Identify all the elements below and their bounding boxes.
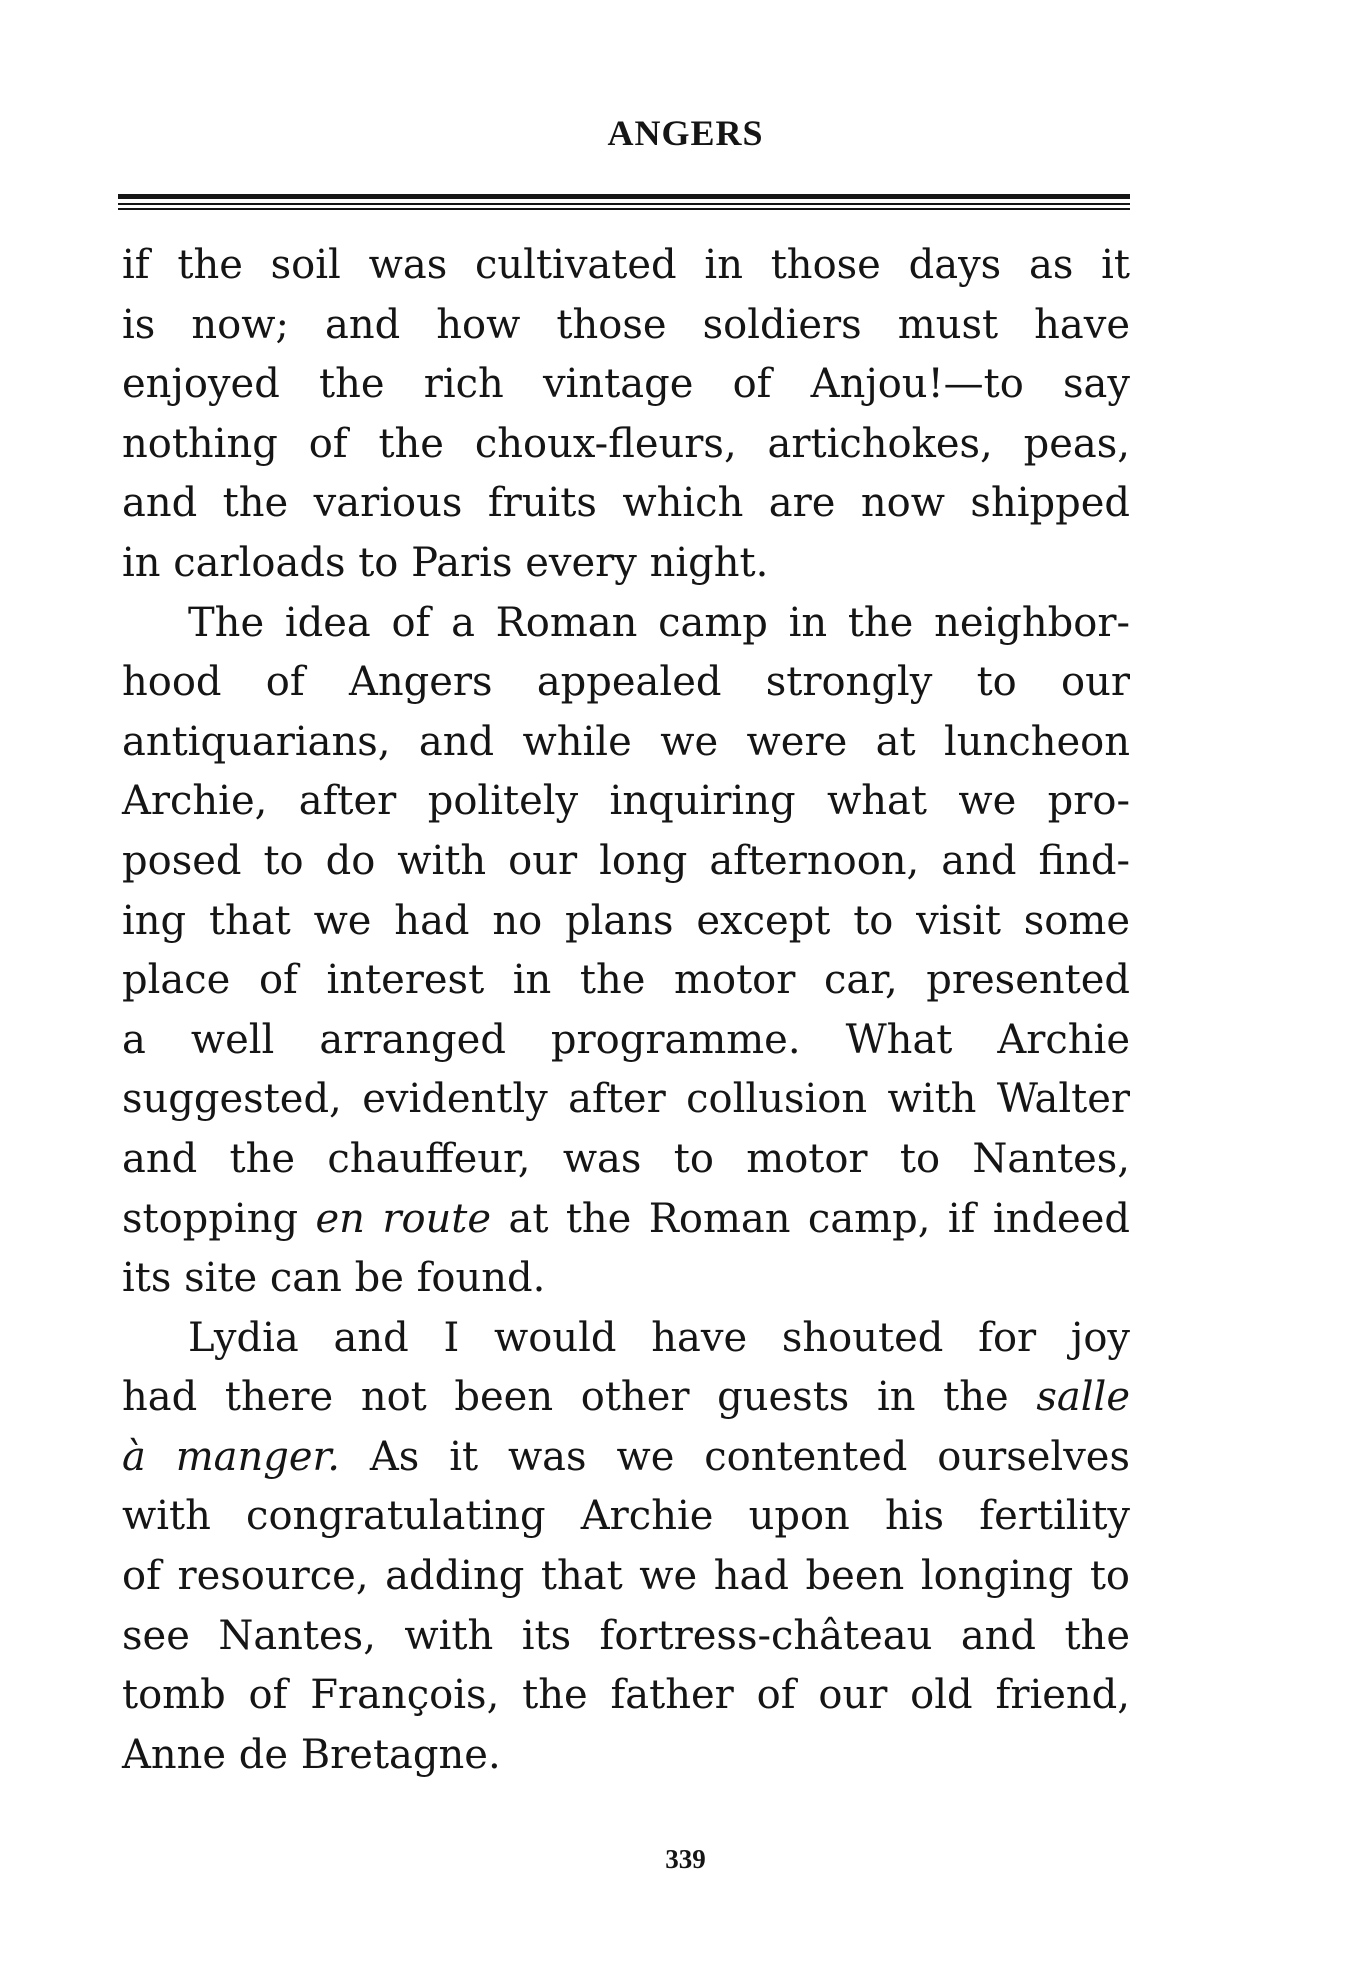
header-rule bbox=[118, 203, 1130, 205]
text-line: tomb of François, the father of our old friend, bbox=[122, 1672, 1130, 1719]
text-run: stopping bbox=[122, 1195, 316, 1242]
header-rule bbox=[118, 194, 1130, 199]
text-line: Anne de Bretagne. bbox=[122, 1731, 501, 1778]
text-line: of resource, adding that we had been longing to bbox=[122, 1553, 1130, 1600]
text-line: with congratulating Archie upon his fertility bbox=[122, 1493, 1130, 1540]
text-line: posed to do with our long afternoon, and find- bbox=[122, 837, 1130, 884]
text-line: place of interest in the motor car, presented bbox=[122, 957, 1130, 1004]
text-line: in carloads to Paris every night. bbox=[122, 539, 769, 586]
running-head: ANGERS bbox=[607, 113, 764, 153]
text-line: hood of Angers appealed strongly to our bbox=[122, 659, 1130, 706]
text-line: and the various fruits which are now shipped bbox=[122, 480, 1130, 527]
text-run: had there not been other guests in the bbox=[122, 1374, 1037, 1421]
text-line: is now; and how those soldiers must have bbox=[122, 301, 1130, 348]
italic-phrase: salle bbox=[1036, 1374, 1130, 1421]
text-line: Archie, after politely inquiring what we pro- bbox=[122, 778, 1130, 825]
text-line: suggested, evidently after collusion with Walter bbox=[122, 1076, 1130, 1123]
text-line: enjoyed the rich vintage of Anjou!—to say bbox=[122, 361, 1130, 408]
text-run: As it was we contented ourselves bbox=[340, 1433, 1130, 1480]
text-line: if the soil was cultivated in those days as it bbox=[122, 242, 1130, 288]
italic-phrase: en route bbox=[315, 1195, 492, 1242]
text-line: and the chauffeur, was to motor to Nantes, bbox=[122, 1135, 1130, 1182]
text-line: The idea of a Roman camp in the neighbor- bbox=[188, 599, 1130, 646]
text-line: its site can be found. bbox=[122, 1255, 546, 1302]
text-line bbox=[122, 1190, 1130, 1250]
text-run: at the Roman camp, if indeed bbox=[491, 1195, 1130, 1242]
text-line: see Nantes, with its fortress-château and the bbox=[122, 1612, 1130, 1659]
text-line: nothing of the choux-fleurs, artichokes, peas, bbox=[122, 420, 1130, 467]
text-line: antiquarians, and while we were at luncheon bbox=[122, 718, 1130, 765]
italic-phrase: à manger. bbox=[122, 1433, 340, 1480]
text-line bbox=[122, 1368, 1130, 1428]
body-text bbox=[122, 236, 1130, 1785]
text-line: a well arranged programme. What Archie bbox=[122, 1016, 1130, 1063]
text-line: ing that we had no plans except to visit some bbox=[122, 897, 1130, 944]
text-line: Lydia and I would have shouted for joy bbox=[188, 1314, 1130, 1361]
header-rule bbox=[118, 208, 1130, 210]
page-number: 339 bbox=[665, 1844, 706, 1874]
text-line bbox=[122, 1428, 1130, 1488]
